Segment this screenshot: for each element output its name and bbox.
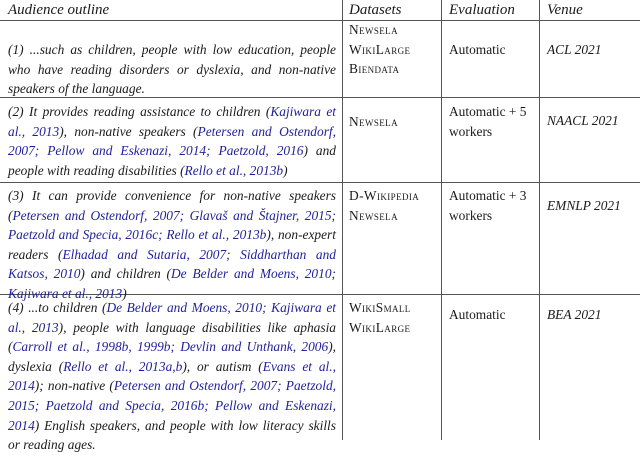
- audience-text: ), non-native speakers (: [59, 123, 198, 139]
- row-rule-2: [0, 182, 640, 183]
- audience-text: (1) ...such as children, people with low education, people who have reading disorders or dyslexia, and non-native speakers of the language.: [8, 42, 336, 97]
- citation-link[interactable]: Kajiwara et al., 2013: [8, 104, 336, 139]
- audience-text: ), dyslexia (: [8, 339, 336, 374]
- row-3-audience: [8, 186, 336, 304]
- row-4-evaluation: Automatic: [449, 307, 506, 322]
- citation-link[interactable]: Petersen and Ostendorf, 2007; Paetzold, 2015; Paetzold and Specia, 2016b; Pellow and Eskenazi, 2014: [8, 378, 337, 433]
- dataset-name: Newsela: [349, 114, 398, 129]
- audience-text: ): [283, 162, 288, 178]
- citation-link[interactable]: Carroll et al., 1998b, 1999b; Devlin and Unthank, 2006: [12, 339, 329, 355]
- audience-text: ), non-expert readers (: [8, 227, 336, 262]
- row-3-datasets: [349, 186, 439, 225]
- row-2-audience: [8, 102, 336, 180]
- header-evaluation: Evaluation: [449, 2, 515, 18]
- audience-text: (3) It can provide convenience for non-native speakers (: [8, 188, 336, 223]
- citation-link[interactable]: Rello et al., 2013a,b: [63, 358, 183, 374]
- dataset-name: Newsela: [349, 207, 398, 223]
- citation-link[interactable]: De Belder and Moens, 2010; Kajiwara et al., 2013: [8, 300, 337, 335]
- row-1-audience: [8, 40, 336, 99]
- dataset-name: WikiLarge: [349, 41, 411, 57]
- citation-link[interactable]: Petersen and Ostendorf, 2007; Glavaš and Štajner, 2015; Paetzold and Specia, 2016c; Rello et al., 2013b: [8, 207, 336, 243]
- audience-text: ) English speakers, and people with low literacy skills or reading ages.: [8, 417, 336, 453]
- dataset-name: Newsela: [349, 22, 398, 37]
- table-caption-clipped: [0, 451, 640, 457]
- audience-text: ): [122, 285, 127, 301]
- dataset-name: Biendata: [349, 61, 400, 77]
- column-rule-3: [539, 0, 540, 440]
- audience-text: (4) ...to children (: [8, 300, 107, 315]
- dataset-name: D-Wikipedia: [349, 188, 420, 203]
- header-venue: Venue: [547, 2, 583, 18]
- row-2-datasets: [349, 112, 439, 132]
- row-4-audience: [8, 298, 336, 455]
- row-4-venue: BEA 2021: [547, 307, 602, 322]
- citation-link[interactable]: Rello et al., 2013b: [184, 162, 284, 178]
- row-1-datasets: [349, 20, 439, 79]
- header-datasets: Datasets: [349, 2, 402, 18]
- citation-link[interactable]: Elhadad and Sutaria, 2007; Siddharthan and Katsos, 2010: [8, 246, 336, 282]
- row-1-venue: ACL 2021: [547, 42, 602, 57]
- column-rule-1: [342, 0, 343, 440]
- audience-text: (2) It provides reading assistance to children (: [8, 104, 271, 119]
- header-audience: Audience outline: [8, 2, 110, 18]
- dataset-name: WikiLarge: [349, 319, 411, 335]
- citation-link[interactable]: Evans et al., 2014: [8, 358, 336, 394]
- header-rule: [0, 20, 640, 21]
- row-3-venue: EMNLP 2021: [547, 198, 621, 213]
- row-2-venue: NAACL 2021: [547, 113, 619, 128]
- citation-link[interactable]: De Belder and Moens, 2010; Kajiwara et al., 2013: [8, 266, 336, 301]
- row-3-evaluation: Automatic + 3 workers: [449, 188, 527, 223]
- citation-link[interactable]: Petersen and Ostendorf, 2007; Pellow and Eskenazi, 2014; Paetzold, 2016: [8, 123, 336, 159]
- row-2-evaluation: Automatic + 5 workers: [449, 104, 527, 139]
- column-rule-2: [441, 0, 442, 440]
- audience-text: ), or autism (: [182, 358, 263, 374]
- audience-text: ) and children (: [80, 266, 172, 282]
- dataset-name: WikiSmall: [349, 300, 411, 315]
- row-1-evaluation: Automatic: [449, 42, 506, 57]
- row-4-datasets: [349, 298, 439, 337]
- audience-text: ), people with language disabilities like aphasia (: [8, 319, 336, 355]
- audience-text: ) and people with reading disabilities (: [8, 143, 336, 178]
- audience-text: ); non-native (: [34, 378, 114, 394]
